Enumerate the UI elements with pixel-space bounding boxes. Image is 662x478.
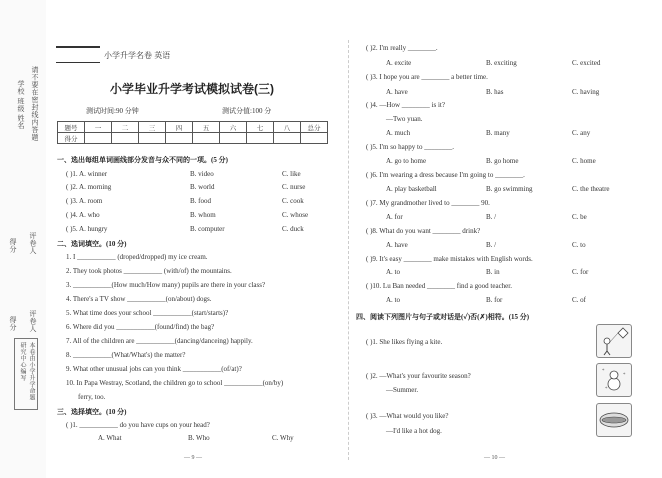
r-q2-c: C. excited [572, 59, 601, 67]
score-cell: 题号 [58, 122, 85, 133]
s1-q3-c: C. cook [282, 197, 304, 205]
page-number: — 10 — [484, 455, 505, 461]
svg-text:*: * [623, 373, 626, 378]
score-cell: 八 [274, 122, 301, 133]
svg-text:*: * [605, 387, 608, 392]
r-q8: ( )8. What do you want ________ drink? [366, 227, 481, 235]
score-cell: 二 [112, 122, 139, 133]
score-cell: 三 [139, 122, 166, 133]
score-cell: 七 [247, 122, 274, 133]
svg-text:*: * [602, 369, 605, 374]
section-4-title: 四、阅读下列图片与句子或对话是(✓)否(✗)相符。(15 分) [356, 313, 530, 321]
r-q7: ( )7. My grandmother lived to ________ 90. [366, 199, 490, 207]
r-q7-c: C. be [572, 213, 587, 221]
score-cell: 总分 [301, 122, 328, 133]
s1-q3-b: B. food [190, 197, 211, 205]
r-q8-c: C. to [572, 241, 586, 249]
section-1-title: 一、选出每组单词画线部分发音与众不同的一项。(5 分) [57, 156, 228, 164]
s2-q9: 9. What other unusual jobs can you think ___________(of/at)? [66, 365, 242, 373]
score-cell: 五 [193, 122, 220, 133]
r-q2-a: A. excite [386, 59, 412, 67]
r-q5: ( )5. I'm so happy to ________. [366, 143, 454, 151]
page-number: — 9 — [184, 455, 202, 461]
s3-q1-c: C. Why [272, 434, 294, 442]
score-table-header-row [58, 122, 328, 133]
s2-q3: 3. ___________(How much/How many) pupils are there in your class? [66, 281, 266, 289]
header-ornament [56, 46, 100, 63]
section-3-title: 三、选择填空。(10 分) [57, 408, 127, 416]
r-q4-sub: —Two yuan. [386, 115, 423, 123]
r-q6-a: A. play basketball [386, 185, 437, 193]
r-q8-a: A. have [386, 241, 408, 249]
r-q2: ( )2. I'm really ________. [366, 44, 438, 52]
s1-q5-b: B. computer [190, 225, 225, 233]
r-q3-b: B. has [486, 88, 504, 96]
s1-q3: ( )3. A. room [66, 197, 103, 205]
page-divider [348, 40, 349, 460]
r-q6: ( )6. I'm wearing a dress because I'm going to ________. [366, 171, 525, 179]
s2-q2: 2. They took photos ___________ (with/of) the mountains. [66, 267, 232, 275]
s1-q4-c: C. whose [282, 211, 309, 219]
r-q7-b: B. / [486, 213, 497, 221]
s1-q1: ( )1. A. winner [66, 170, 108, 178]
s2-q10-cont: ferry, too. [78, 393, 106, 401]
test-time: 测试时间:90 分钟 [86, 107, 139, 115]
r-q4-c: C. any [572, 129, 591, 137]
s2-q1: 1. I ___________ (droped/dropped) my ice cream. [66, 253, 208, 261]
section-2-title: 二、选词填空。(10 分) [57, 240, 127, 248]
score-cell: 得分 [58, 133, 85, 144]
series-title: 小学升学名卷 英语 [104, 51, 171, 60]
s1-q5: ( )5. A. hungry [66, 225, 108, 233]
s1-q2-c: C. nurse [282, 183, 306, 191]
s2-q4: 4. There's a TV show ___________(on/about) dogs. [66, 295, 212, 303]
r-q3-a: A. have [386, 88, 408, 96]
test-score: 测试分值:100 分 [222, 107, 272, 115]
score-cell [139, 133, 166, 144]
s4-q3: ( )3. —What would you like? [366, 412, 449, 420]
r-q10-c: C. of [572, 296, 586, 304]
r-q5-b: B. go home [486, 157, 519, 165]
binding-margin [0, 0, 46, 478]
s1-q4: ( )4. A. who [66, 211, 100, 219]
r-q6-c: C. the theatre [572, 185, 610, 193]
score-cell: 四 [166, 122, 193, 133]
score-box-label: 得分 [9, 316, 17, 331]
r-q4-b: B. many [486, 129, 510, 137]
s3-q1-b: B. Who [188, 434, 210, 442]
r-q4-a: A. much [386, 129, 411, 137]
score-cell: 六 [220, 122, 247, 133]
score-cell [85, 133, 112, 144]
s2-q7: 7. All of the children are ___________(dancing/danceing) happily. [66, 337, 253, 345]
score-cell [220, 133, 247, 144]
score-table-score-row [58, 133, 328, 144]
score-cell [301, 133, 328, 144]
r-q10-b: B. for [486, 296, 503, 304]
s2-q6: 6. Where did you ___________(found/find) the bag? [66, 323, 215, 331]
paper-title: 小学毕业升学考试模拟试卷(三) [110, 82, 274, 96]
s4-q2-sub: —Summer. [386, 386, 419, 394]
score-cell [112, 133, 139, 144]
s4-q1: ( )1. She likes flying a kite. [366, 338, 443, 346]
score-cell: 一 [85, 122, 112, 133]
r-q5-a: A. go to home [386, 157, 427, 165]
student-fields: 学校 班级 姓名 [17, 80, 25, 130]
score-box-label: 得分 [9, 238, 17, 253]
r-q5-c: C. home [572, 157, 596, 165]
snow-scene-image [596, 363, 632, 397]
r-q2-b: B. exciting [486, 59, 517, 67]
r-q3-c: C. having [572, 88, 600, 96]
score-cell [274, 133, 301, 144]
score-cell [166, 133, 193, 144]
s1-q1-b: B. video [190, 170, 214, 178]
r-q9-a: A. to [386, 268, 400, 276]
score-cell [193, 133, 220, 144]
r-q9: ( )9. It's easy ________ make mistakes with English words. [366, 255, 533, 263]
r-q4: ( )4. —How ________ is it? [366, 101, 445, 109]
s1-q4-b: B. whom [190, 211, 216, 219]
score-cell [247, 133, 274, 144]
r-q9-b: B. in [486, 268, 500, 276]
publisher-seal [14, 338, 38, 410]
r-q10: ( )10. Lu Ban needed ________ find a good teacher. [366, 282, 512, 290]
s2-q8: 8. ___________(What/What's) the matter? [66, 351, 186, 359]
r-q9-c: C. for [572, 268, 589, 276]
s4-q2: ( )2. —What's your favourite season? [366, 372, 471, 380]
kite-girl-image [596, 324, 632, 358]
seal-note: 请不要在密封线内答题 [31, 66, 39, 141]
seal-text: 本卷由小学升学命题研究中心编写 [19, 342, 34, 401]
r-q10-a: A. to [386, 296, 400, 304]
s2-q10: 10. In Papa Westray, Scotland, the children go to school ___________(on/by) [66, 379, 284, 387]
r-q8-b: B. / [486, 241, 497, 249]
s2-q5: 5. What time does your school ___________(start/starts)? [66, 309, 229, 317]
s3-q1: ( )1. ___________ do you have cups on your head? [66, 421, 210, 429]
s4-q3-sub: —I'd like a hot dog. [386, 427, 442, 435]
s1-q2-b: B. world [190, 183, 215, 191]
r-q6-b: B. go swimming [486, 185, 533, 193]
score-table [57, 121, 328, 144]
r-q7-a: A. for [386, 213, 403, 221]
grader-box-label: 评卷人 [29, 310, 37, 333]
s3-q1-a: A. What [98, 434, 122, 442]
s1-q5-c: C. duck [282, 225, 304, 233]
hot-dog-image [596, 403, 632, 437]
r-q3: ( )3. I hope you are ________ a better time. [366, 73, 488, 81]
grader-box-label: 评卷人 [29, 232, 37, 255]
s1-q1-c: C. like [282, 170, 301, 178]
s1-q2: ( )2. A. morning [66, 183, 112, 191]
